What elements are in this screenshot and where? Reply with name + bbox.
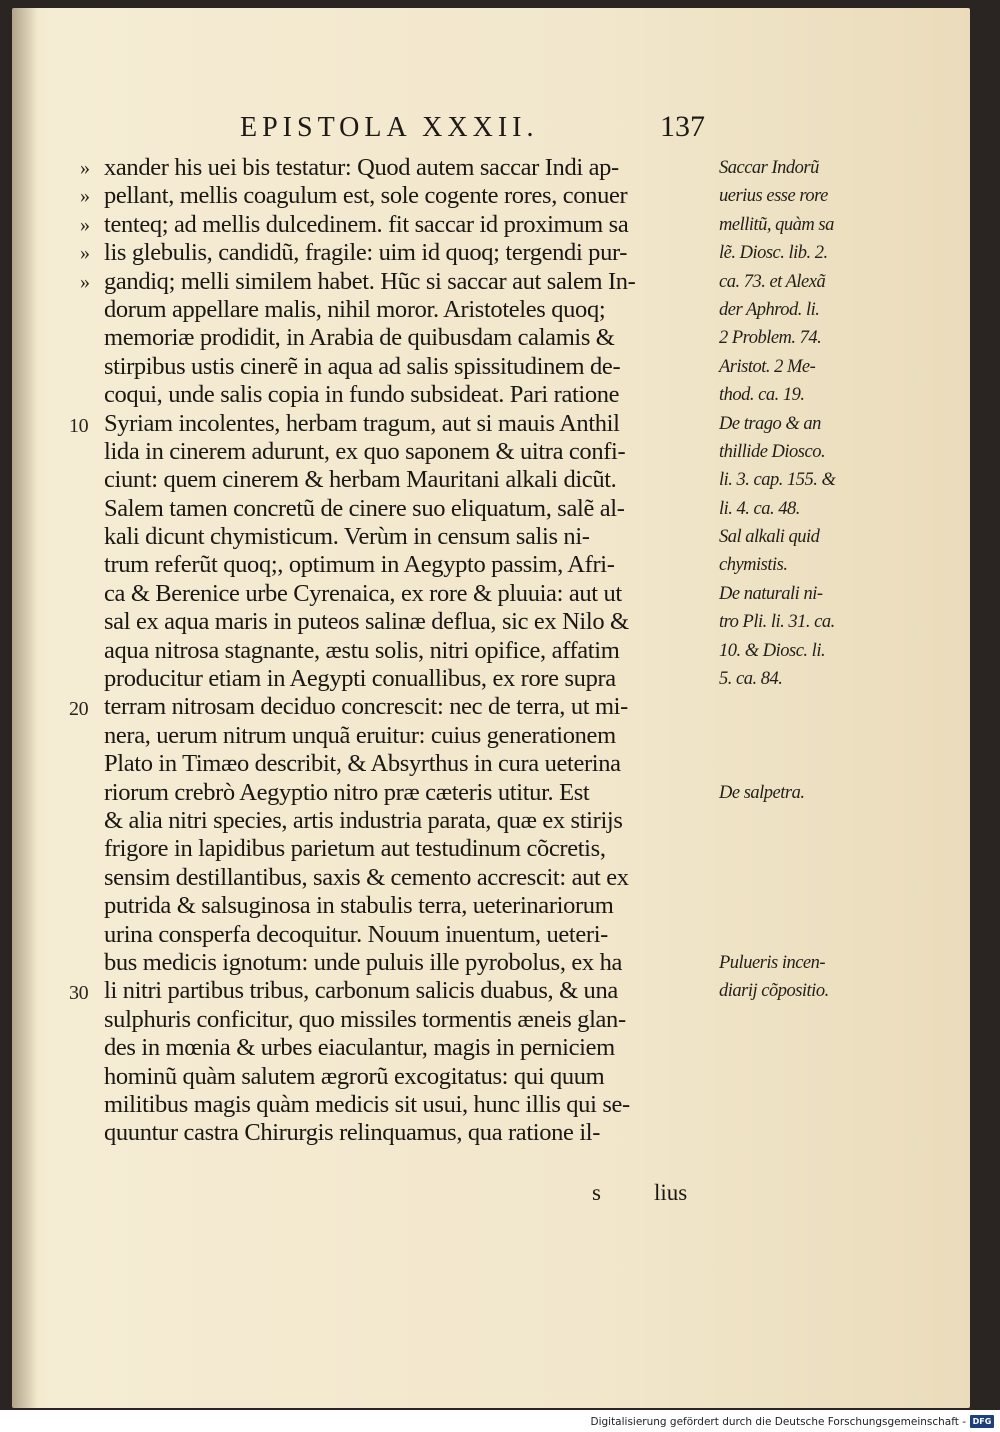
margin-note: li. 3. cap. 155. & [719, 470, 836, 491]
text-line [104, 438, 716, 466]
line-number: 20 [69, 698, 89, 721]
line-text: lis glebulis, candidũ, fragile: uim id quoq; tergendi pur- [104, 239, 628, 267]
page-gutter-shadow [12, 8, 38, 1408]
main-text-block [69, 154, 716, 1148]
text-line [69, 409, 716, 438]
text-line [80, 210, 716, 239]
line-text: riorum crebrò Aegyptio nitro præ cæteris utitur. Est [104, 778, 590, 806]
margin-note: uerius esse rore [719, 186, 828, 207]
margin-note: thillide Diosco. [719, 441, 826, 462]
text-line [104, 1119, 716, 1147]
margin-note: De trago & an [719, 413, 821, 434]
margin-note [719, 835, 854, 863]
line-text: coqui, unde salis copia in fundo subsideat. Pari ratione [104, 381, 620, 409]
quotation-mark: » [80, 157, 90, 179]
line-text: terram nitrosam deciduo concrescit: nec de terra, ut mi- [104, 693, 628, 721]
text-line [104, 551, 716, 579]
margin-note: diarij cõpositio. [719, 981, 829, 1002]
margin-note: Saccar Indorũ [719, 158, 819, 178]
margin-note: Pulueris incen- [719, 952, 826, 973]
line-text: dorum appellare malis, nihil moror. Aristoteles quoq; [104, 295, 606, 323]
line-text: sulphuris conficitur, quo missiles tormentis æneis glan- [104, 1005, 626, 1033]
marginal-notes [719, 154, 854, 1006]
text-line [104, 381, 716, 409]
text-line [104, 807, 716, 835]
margin-note [719, 693, 854, 721]
catchword: lius [654, 1180, 688, 1205]
margin-note [719, 807, 854, 835]
text-line [104, 353, 716, 381]
margin-note: mellitũ, quàm sa [719, 214, 834, 235]
text-line [104, 835, 716, 863]
text-line [104, 523, 716, 551]
text-line [80, 182, 716, 210]
line-text: kali dicunt chymisticum. Verùm in censum salis ni- [104, 523, 590, 551]
line-text: li nitri partibus tribus, carbonum salicis duabus, & una [104, 977, 618, 1005]
signature-mark: s [592, 1180, 601, 1205]
line-text: putrida & salsuginosa in stabulis terra, ueterinariorum [104, 892, 614, 920]
margin-note: thod. ca. 19. [719, 385, 805, 406]
line-text: ca & Berenice urbe Cyrenaica, ex rore & pluuia: aut ut [104, 579, 622, 607]
line-text: tenteq; ad mellis dulcedinem. fit saccar id proximum sa [104, 210, 629, 238]
margin-note: der Aphrod. li. [719, 299, 820, 320]
line-text: gandiq; melli similem habet. Hũc si saccar aut salem In- [104, 267, 636, 295]
dfg-logo-icon: DFG [970, 1415, 994, 1428]
margin-note [719, 750, 854, 778]
text-line [104, 864, 716, 892]
text-line [104, 495, 716, 523]
margin-note: Sal alkali quid [719, 527, 820, 548]
line-text: aqua nitrosa stagnante, æstu solis, nitri opifice, affatim [104, 636, 620, 664]
footer-text: Digitalisierung gefördert durch die Deutsche Forschungsgemeinschaft - [590, 1415, 966, 1428]
margin-note: De salpetra. [719, 782, 805, 803]
footer-credit [590, 1413, 994, 1430]
line-text: & alia nitri species, artis industria parata, quæ ex stirijs [104, 806, 623, 834]
text-line [104, 722, 716, 750]
line-text: Syriam incolentes, herbam tragum, aut si mauis Anthil [104, 409, 620, 437]
line-text: ciunt: quem cinerem & herbam Mauritani alkali dicũt. [104, 466, 617, 494]
line-text: lida in cinerem adurunt, ex quo saponem & uitra confi- [104, 437, 626, 465]
text-line [104, 949, 716, 977]
quotation-mark: » [80, 270, 90, 293]
text-line [80, 154, 716, 182]
text-line [104, 1091, 716, 1119]
line-text: xander his uei bis testatur: Quod autem saccar Indi ap- [104, 154, 619, 181]
text-line [104, 779, 716, 807]
text-line [104, 580, 716, 608]
line-text: sal ex aqua maris in puteos salinæ deflua, sic ex Nilo & [104, 608, 629, 636]
line-text: pellant, mellis coagulum est, sole cogente rores, conuer [104, 182, 628, 210]
text-line [104, 637, 716, 665]
text-line [104, 1034, 716, 1062]
text-line [80, 267, 716, 296]
text-line [104, 608, 716, 636]
line-text: urina consperfa decoquitur. Nouum inuentum, ueteri- [104, 920, 608, 948]
text-line [104, 1006, 716, 1034]
quotation-mark: » [80, 185, 90, 208]
line-text: memoriæ prodidit, in Arabia de quibusdam calamis & [104, 324, 615, 352]
text-line [104, 1063, 716, 1091]
line-text: sensim destillantibus, saxis & cemento accrescit: aut ex [104, 863, 629, 891]
margin-note [719, 722, 854, 750]
text-line [104, 892, 716, 920]
line-number: 30 [69, 982, 89, 1005]
text-line [104, 921, 716, 949]
line-text: bus medicis ignotum: unde puluis ille pyrobolus, ex ha [104, 948, 623, 976]
line-text: nera, uerum nitrum unquã eruitur: cuius generationem [104, 721, 616, 749]
page-number: 137 [660, 110, 705, 143]
margin-note: ca. 73. et Alexã [719, 271, 826, 292]
quotation-mark: » [80, 213, 90, 236]
line-text: Salem tamen concretũ de cinere suo eliquatum, salẽ al- [104, 494, 625, 522]
line-number: 10 [69, 414, 89, 437]
text-line [104, 324, 716, 352]
line-text: Plato in Timæo describit, & Absyrthus in cura ueterina [104, 750, 621, 778]
margin-note: 2 Problem. 74. [719, 328, 822, 349]
text-line [104, 750, 716, 778]
margin-note [719, 864, 854, 892]
margin-note: 10. & Diosc. li. [719, 640, 826, 661]
text-line [104, 466, 716, 494]
margin-note: Aristot. 2 Me- [719, 356, 816, 377]
margin-note: li. 4. ca. 48. [719, 498, 800, 519]
text-line [104, 665, 716, 693]
text-line [69, 693, 716, 721]
line-text: quuntur castra Chirurgis relinquamus, qua ratione il- [104, 1119, 601, 1147]
margin-note [719, 892, 854, 920]
line-text: militibus magis quàm medicis sit usui, hunc illis qui se- [104, 1090, 630, 1118]
text-line [104, 296, 716, 324]
line-text: des in mœnia & urbes eiaculantur, magis in perniciem [104, 1034, 615, 1062]
running-head: EPISTOLA XXXII. [240, 112, 539, 143]
margin-note [719, 921, 854, 949]
line-text: hominũ quàm salutem ægrorũ excogitatus: qui quum [104, 1062, 605, 1090]
margin-note: tro Pli. li. 31. ca. [719, 612, 835, 633]
text-line [80, 239, 716, 267]
margin-note: 5. ca. 84. [719, 669, 783, 690]
margin-note: De naturali ni- [719, 583, 823, 604]
margin-note: chymistis. [719, 555, 788, 576]
text-line [69, 977, 716, 1005]
line-text: producitur etiam in Aegypti conuallibus, ex rore supra [104, 665, 616, 693]
line-text: frigore in lapidibus parietum aut testudinum cõcretis, [104, 835, 606, 863]
margin-note: lẽ. Diosc. lib. 2. [719, 243, 828, 264]
line-text: trum referũt quoq;, optimum in Aegypto passim, Afri- [104, 551, 615, 579]
line-text: stirpibus ustis cinerẽ in aqua ad salis spissitudinem de- [104, 352, 621, 380]
quotation-mark: » [80, 242, 90, 265]
